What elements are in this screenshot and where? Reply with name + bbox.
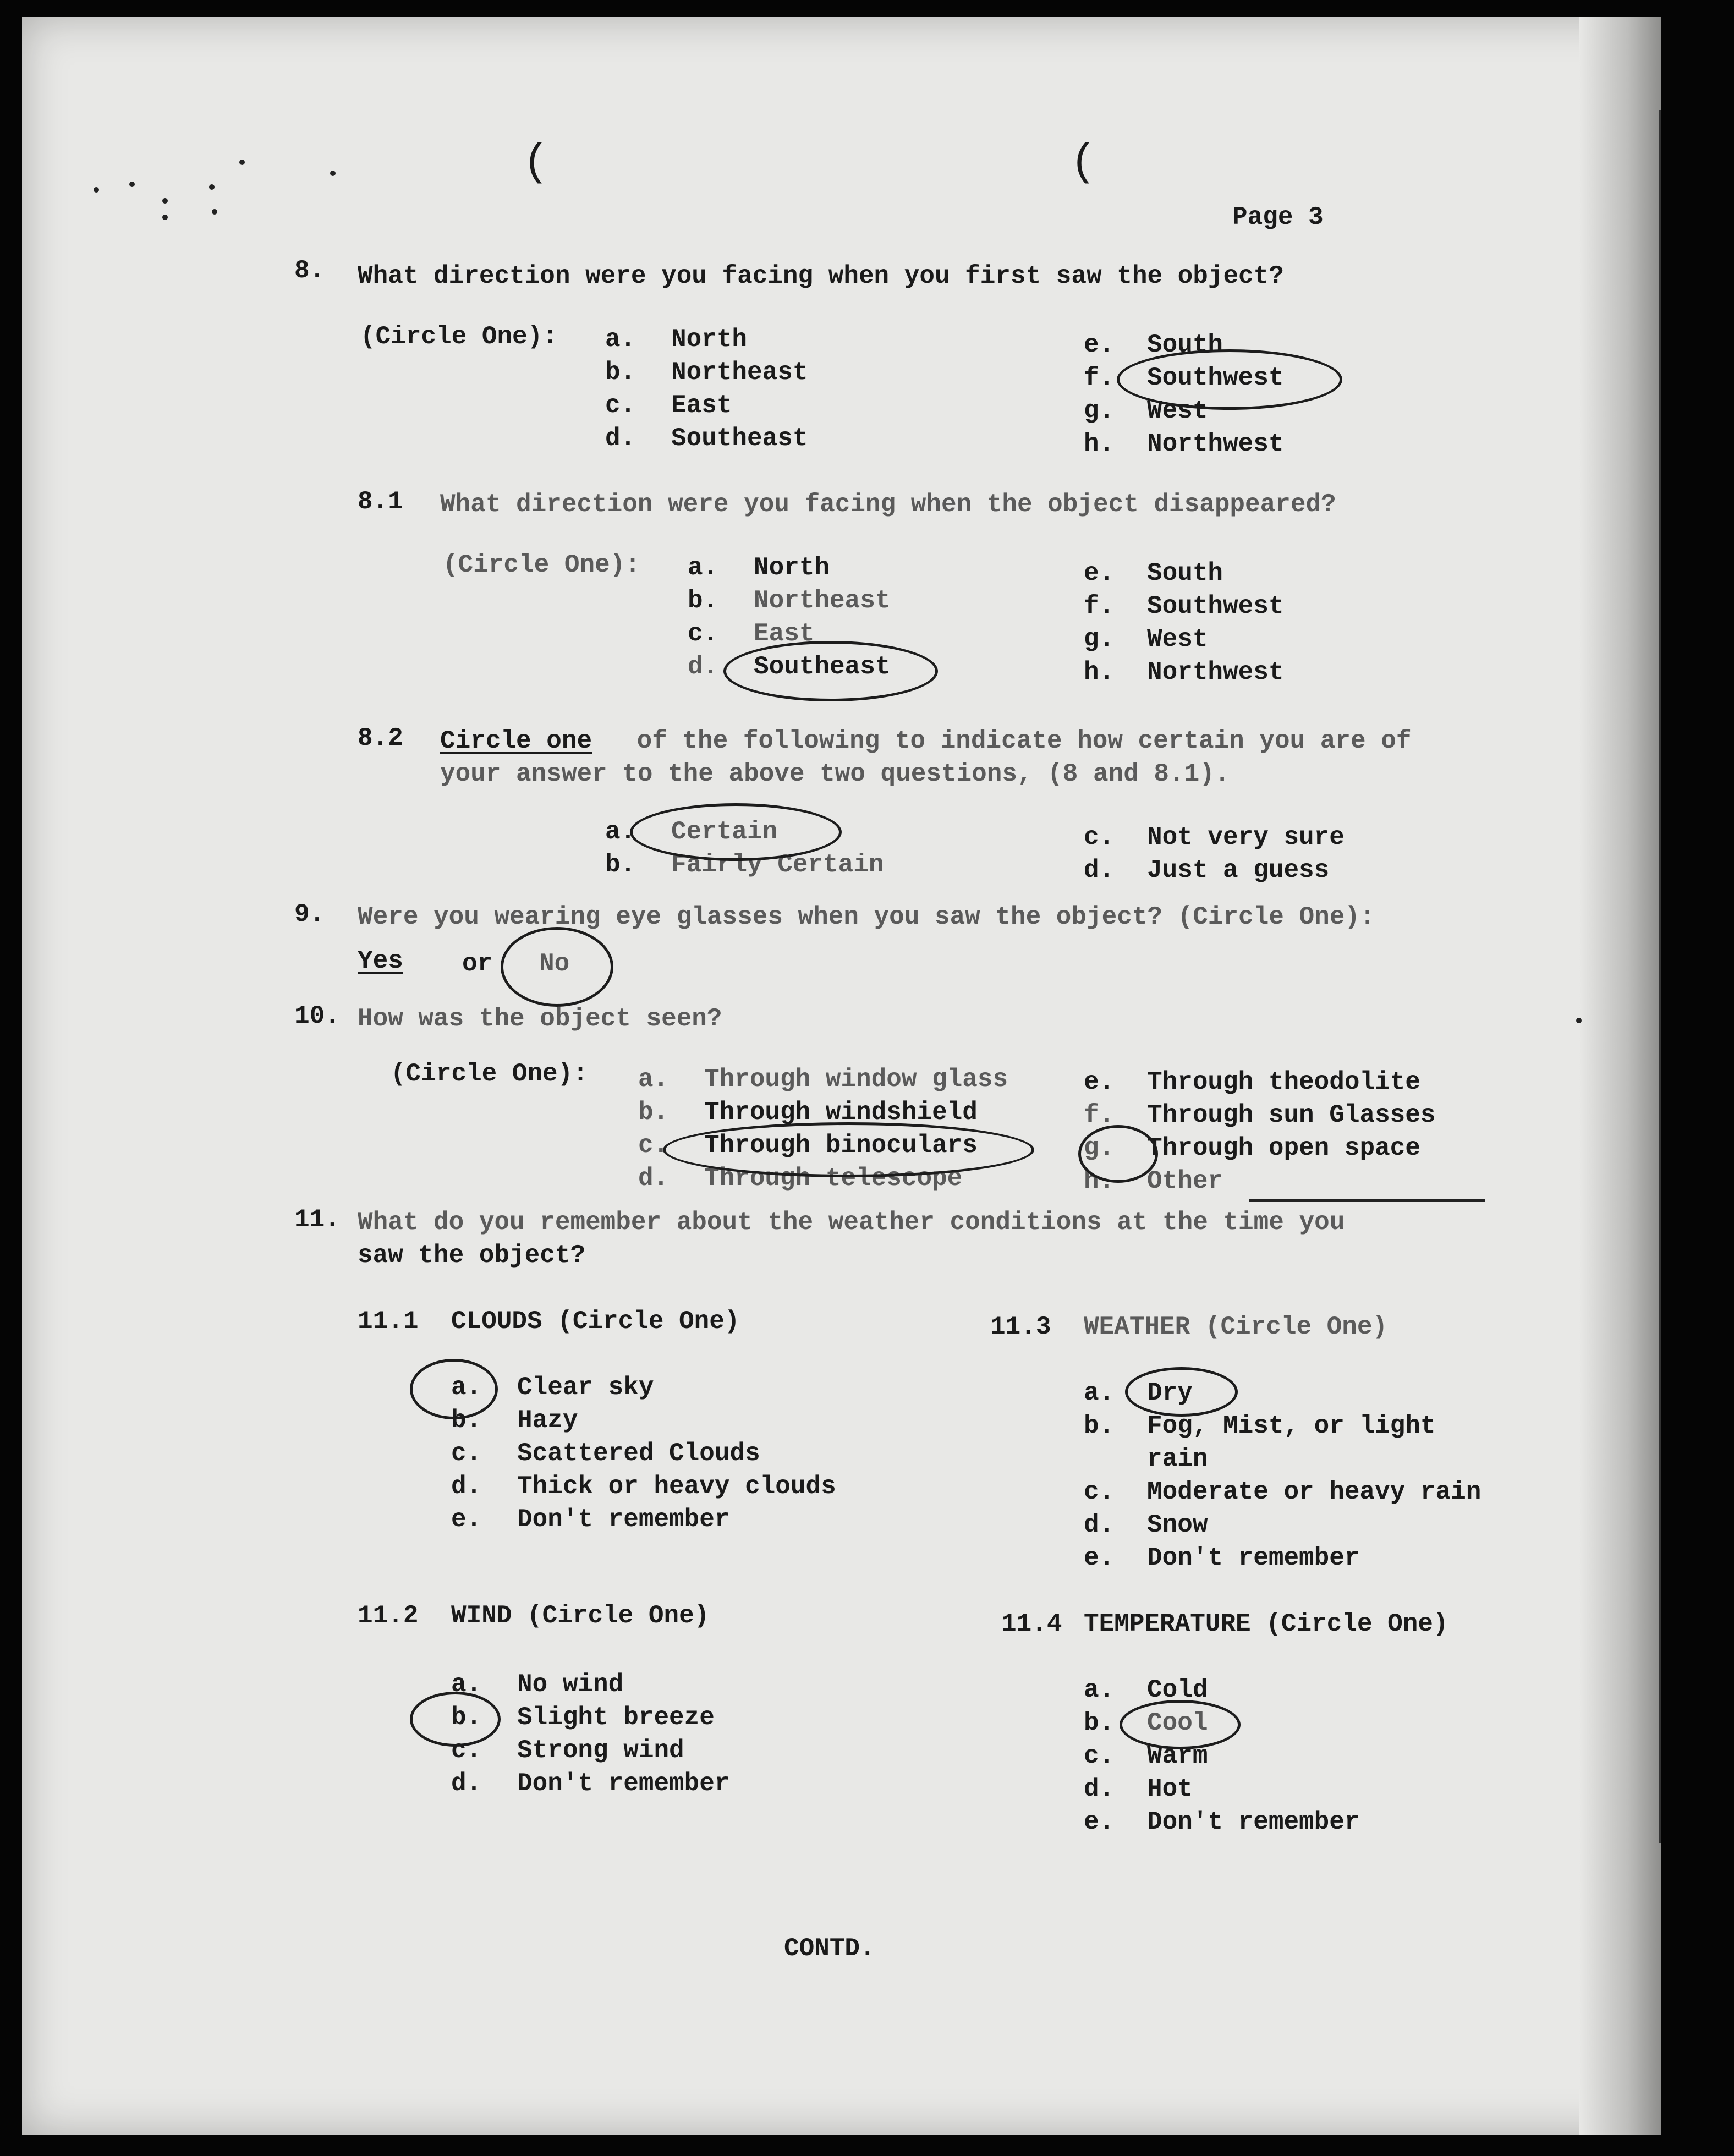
temperature-option-text: Warm	[1147, 1742, 1208, 1770]
q10-option-letter: d.	[638, 1164, 669, 1193]
weather-option-text: Dry	[1147, 1379, 1193, 1407]
q8-2-question: your answer to the above two questions, (8 and 8.1).	[440, 760, 1230, 788]
clouds-option-letter: e.	[451, 1505, 482, 1534]
q8-2-option-text: Just a guess	[1147, 856, 1330, 885]
temperature-option-letter: c.	[1084, 1742, 1115, 1770]
q10-option-text: Through open space	[1147, 1134, 1420, 1162]
q9-no: No	[539, 950, 570, 978]
q8-2-question: of the following to indicate how certain you are of	[622, 727, 1412, 755]
q8-2-option-text: Certain	[671, 818, 778, 846]
wind-option-text: Don't remember	[517, 1769, 730, 1798]
q8-instruction: (Circle One):	[360, 322, 558, 351]
temperature-option-letter: d.	[1084, 1775, 1115, 1803]
clouds-number: 11.1	[358, 1307, 419, 1336]
other-blank-line	[1249, 1199, 1485, 1202]
q9-question: Were you wearing eye glasses when you saw the object? (Circle One):	[358, 903, 1375, 931]
weather-option-text: Moderate or heavy rain	[1147, 1478, 1481, 1506]
weather-option-text: Fog, Mist, or light	[1147, 1412, 1436, 1440]
q10-option-text: Through sun Glasses	[1147, 1101, 1436, 1129]
temperature-title: TEMPERATURE (Circle One)	[1084, 1610, 1448, 1638]
q10-option-letter: b.	[638, 1098, 669, 1127]
q8-2-option-letter: c.	[1084, 823, 1115, 852]
q8-1-option-text: Southeast	[754, 652, 891, 681]
q8-1-option-text: North	[754, 553, 830, 582]
weather-option-text: Snow	[1147, 1511, 1208, 1539]
q8-1-option-text: East	[754, 619, 815, 648]
q8-2-question-emphasis: Circle one	[440, 727, 592, 755]
q8-1-option-letter: h.	[1084, 658, 1115, 687]
q8-1-option-letter: e.	[1084, 559, 1115, 588]
wind-option-letter: a.	[451, 1670, 482, 1699]
speck	[162, 198, 168, 204]
q10-option-text: Through window glass	[704, 1065, 1008, 1094]
clouds-option-text: Don't remember	[517, 1505, 730, 1534]
continued-label: CONTD.	[784, 1934, 875, 1963]
weather-option-text: Don't remember	[1147, 1544, 1360, 1572]
q8-option-text: Northwest	[1147, 430, 1284, 458]
wind-option-text: No wind	[517, 1670, 624, 1699]
temperature-option-text: Hot	[1147, 1775, 1193, 1803]
temperature-option-text: Don't remember	[1147, 1808, 1360, 1836]
wind-option-letter: c.	[451, 1736, 482, 1765]
temperature-option-letter: b.	[1084, 1709, 1115, 1737]
speck	[212, 209, 217, 215]
q8-1-option-letter: d.	[688, 652, 718, 681]
q8-option-letter: g.	[1084, 397, 1115, 425]
temperature-option-letter: e.	[1084, 1808, 1115, 1836]
temperature-number: 11.4	[1001, 1610, 1062, 1638]
speck	[209, 184, 215, 190]
q9-yes: Yes	[358, 947, 403, 975]
q9-or: or	[462, 950, 493, 978]
q8-option-text: North	[671, 325, 748, 354]
temperature-option-letter: a.	[1084, 1676, 1115, 1704]
q10-question: How was the object seen?	[358, 1005, 722, 1033]
clouds-option-letter: c.	[451, 1439, 482, 1468]
clouds-option-text: Scattered Clouds	[517, 1439, 760, 1468]
weather-option-letter: c.	[1084, 1478, 1115, 1506]
weather-option-letter: b.	[1084, 1412, 1115, 1440]
clouds-option-letter: a.	[451, 1373, 482, 1402]
q10-option-letter: f.	[1084, 1101, 1115, 1129]
q8-option-text: West	[1147, 397, 1208, 425]
wind-title: WIND (Circle One)	[451, 1601, 710, 1630]
q8-1-instruction: (Circle One):	[443, 551, 640, 579]
q8-option-letter: a.	[605, 325, 636, 354]
wind-number: 11.2	[358, 1601, 419, 1630]
weather-option-letter: e.	[1084, 1544, 1115, 1572]
q8-1-option-letter: f.	[1084, 592, 1115, 621]
q8-1-option-text: South	[1147, 559, 1223, 588]
q8-1-option-text: Southwest	[1147, 592, 1284, 621]
weather-option-letter: a.	[1084, 1379, 1115, 1407]
q8-option-text: Southwest	[1147, 364, 1284, 392]
clouds-option-text: Clear sky	[517, 1373, 654, 1402]
q10-option-text: Through telescope	[704, 1164, 963, 1193]
weather-option-text: rain	[1147, 1445, 1208, 1473]
q8-option-text: Northeast	[671, 358, 808, 387]
wind-option-text: Slight breeze	[517, 1703, 715, 1732]
wind-option-letter: b.	[451, 1703, 482, 1732]
q8-1-option-letter: b.	[688, 586, 718, 615]
q8-2-option-text: Not very sure	[1147, 823, 1345, 852]
wind-option-letter: d.	[451, 1769, 482, 1798]
speck	[94, 187, 99, 193]
q10-option-letter: e.	[1084, 1068, 1115, 1096]
q8-2-option-text: Fairly Certain	[671, 851, 884, 879]
clouds-option-text: Hazy	[517, 1406, 578, 1435]
speck	[1576, 1018, 1582, 1023]
temperature-option-text: Cool	[1147, 1709, 1208, 1737]
weather-option-letter: d.	[1084, 1511, 1115, 1539]
page-edge-shadow	[1579, 17, 1661, 2135]
wind-option-text: Strong wind	[517, 1736, 684, 1765]
q10-option-letter: g.	[1084, 1134, 1115, 1162]
q10-option-text: Through binoculars	[704, 1131, 978, 1160]
q10-number: 10.	[294, 1002, 340, 1030]
clouds-title: CLOUDS (Circle One)	[451, 1307, 740, 1336]
q8-2-option-letter: d.	[1084, 856, 1115, 885]
q10-instruction: (Circle One):	[391, 1060, 588, 1088]
q8-option-letter: f.	[1084, 364, 1115, 392]
q8-option-text: South	[1147, 331, 1223, 359]
q10-option-text: Other	[1147, 1167, 1223, 1195]
q8-2-option-letter: a.	[605, 818, 636, 846]
q8-option-letter: h.	[1084, 430, 1115, 458]
q8-1-option-letter: c.	[688, 619, 718, 648]
weather-number: 11.3	[990, 1313, 1051, 1341]
q10-option-letter: c.	[638, 1131, 669, 1160]
q8-option-letter: b.	[605, 358, 636, 387]
q8-2-number: 8.2	[358, 724, 403, 753]
speck	[129, 182, 135, 187]
q10-option-letter: h.	[1084, 1167, 1115, 1195]
speck	[239, 160, 245, 165]
q8-option-letter: d.	[605, 424, 636, 453]
q8-1-option-text: West	[1147, 625, 1208, 654]
page-number: Page 3	[1232, 203, 1324, 232]
speck	[330, 171, 336, 176]
right-margin-line	[1659, 110, 1661, 1843]
q11-number: 11.	[294, 1205, 340, 1234]
q10-option-text: Through windshield	[704, 1098, 978, 1127]
document-page	[22, 17, 1661, 2135]
q8-1-option-letter: a.	[688, 553, 718, 582]
q8-option-letter: e.	[1084, 331, 1115, 359]
clouds-option-text: Thick or heavy clouds	[517, 1472, 836, 1501]
q11-question: saw the object?	[358, 1241, 586, 1270]
q8-option-text: Southeast	[671, 424, 808, 453]
speck	[162, 215, 168, 220]
temperature-option-text: Cold	[1147, 1676, 1208, 1704]
q8-2-option-letter: b.	[605, 851, 636, 879]
q8-1-option-text: Northeast	[754, 586, 891, 615]
clouds-option-letter: d.	[451, 1472, 482, 1501]
q10-option-letter: a.	[638, 1065, 669, 1094]
q9-number: 9.	[294, 900, 325, 929]
q8-option-letter: c.	[605, 391, 636, 420]
q10-option-text: Through theodolite	[1147, 1068, 1420, 1096]
q8-1-option-text: Northwest	[1147, 658, 1284, 687]
paren-mark: (	[1070, 138, 1097, 188]
q8-question: What direction were you facing when you first saw the object?	[358, 262, 1284, 290]
q8-1-option-letter: g.	[1084, 625, 1115, 654]
q11-question: What do you remember about the weather conditions at the time you	[358, 1208, 1345, 1237]
weather-title: WEATHER (Circle One)	[1084, 1313, 1388, 1341]
q8-number: 8.	[294, 256, 325, 285]
q8-option-text: East	[671, 391, 732, 420]
q8-1-number: 8.1	[358, 487, 403, 516]
paren-mark: (	[523, 138, 550, 188]
clouds-option-letter: b.	[451, 1406, 482, 1435]
q8-1-question: What direction were you facing when the object disappeared?	[440, 490, 1336, 519]
